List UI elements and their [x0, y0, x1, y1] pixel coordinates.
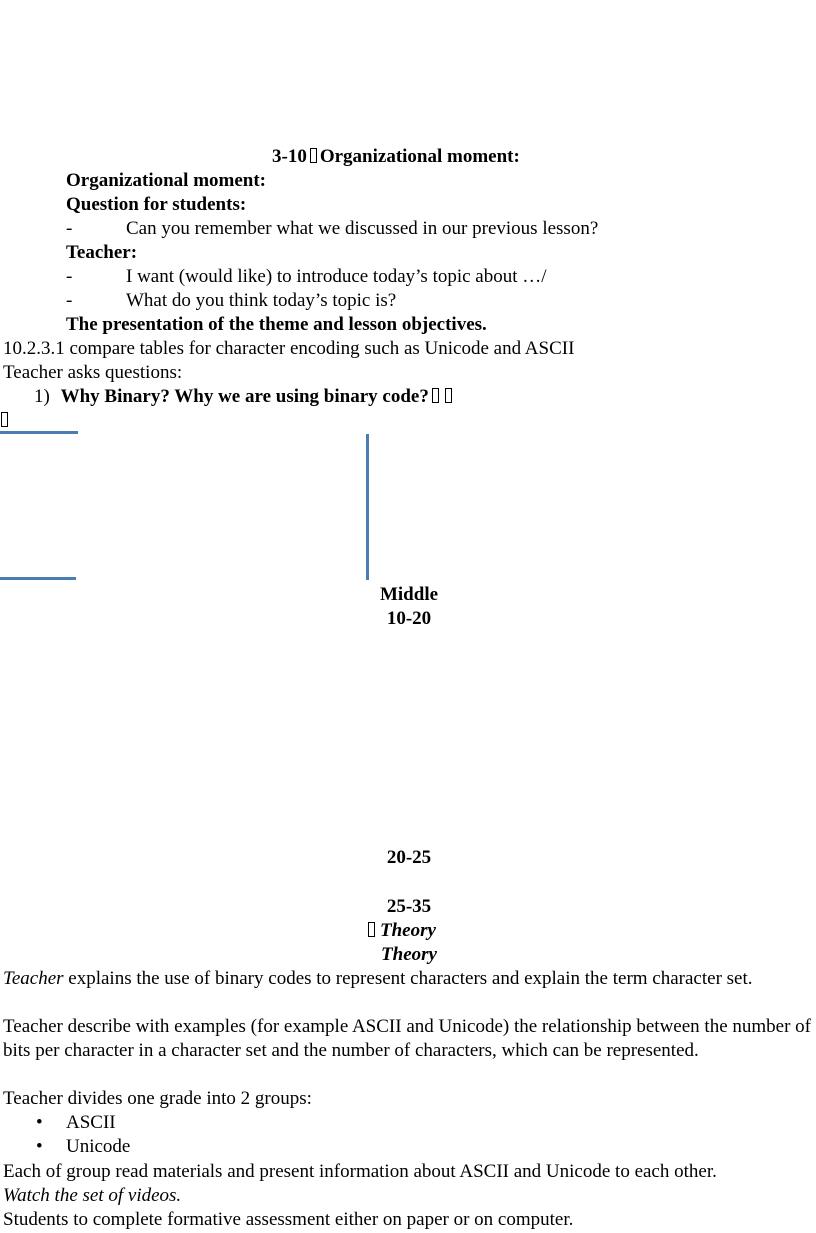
table-border-vertical	[366, 434, 369, 580]
paragraph: Teacher divides one grade into 2 groups:	[3, 1088, 312, 1109]
section-heading	[272, 145, 520, 169]
theory-heading	[368, 919, 436, 943]
table-border-top	[0, 431, 78, 434]
org-subheading: Organizational moment:	[66, 170, 267, 191]
heading-time: 3-10	[272, 146, 307, 167]
bullet-marker: •	[36, 1112, 43, 1133]
missing-glyph-icon	[445, 388, 452, 403]
dash-marker: -	[66, 218, 73, 239]
paragraph: Each of group read materials and present information about ASCII and Unicode to each other.	[3, 1161, 717, 1182]
question-text: Can you remember what we discussed in our previous lesson?	[126, 218, 599, 239]
dash-marker: -	[66, 290, 73, 311]
stage-label: Middle	[379, 584, 439, 605]
list-item-text: ASCII	[66, 1112, 116, 1133]
theory-heading: Theory	[381, 944, 437, 965]
presentation-label: The presentation of the theme and lesson objectives.	[66, 314, 487, 335]
missing-glyph-icon	[1, 412, 8, 427]
bullet-marker: •	[36, 1136, 43, 1157]
teacher-item-text: What do you think today’s topic is?	[126, 290, 397, 311]
paragraph: Watch the set of videos.	[3, 1185, 182, 1206]
paragraph-emphasis: Teacher	[3, 968, 64, 989]
missing-glyph-icon	[310, 148, 317, 163]
missing-glyph-icon	[368, 922, 375, 937]
paragraph-text: explains the use of binary codes to represent characters and explain the term character set.	[63, 968, 753, 989]
learning-objective: 10.2.3.1 compare tables for character encoding such as Unicode and ASCII	[3, 338, 575, 359]
paragraph: Students to complete formative assessment either on paper or on computer.	[3, 1209, 574, 1230]
table-border-bottom	[0, 577, 76, 580]
teacher-label: Teacher:	[66, 242, 138, 263]
question-number: 1)	[34, 386, 50, 407]
list-item-text: Unicode	[66, 1136, 131, 1157]
stage-time: 20-25	[386, 847, 432, 868]
missing-glyph-icon	[432, 388, 439, 403]
stray-glyph	[0, 409, 11, 433]
stage-time: 10-20	[386, 608, 432, 629]
stage-time: 25-35	[386, 896, 432, 917]
teacher-asks: Teacher asks questions:	[3, 362, 183, 383]
numbered-question	[34, 385, 455, 409]
paragraph: Teacher describe with examples (for example ASCII and Unicode) the relationship between the number of bits per character in a character set and the number of characters, which can be represented.	[3, 1016, 811, 1061]
paragraph	[3, 967, 811, 991]
heading-text: Organizational moment:	[319, 146, 520, 167]
teacher-item-text: I want (would like) to introduce today’s topic about …/	[126, 266, 547, 287]
question-text: Why Binary? Why we are using binary code?	[60, 386, 429, 407]
question-label: Question for students:	[66, 194, 247, 215]
theory-text: Theory	[380, 920, 436, 941]
dash-marker: -	[66, 266, 73, 287]
